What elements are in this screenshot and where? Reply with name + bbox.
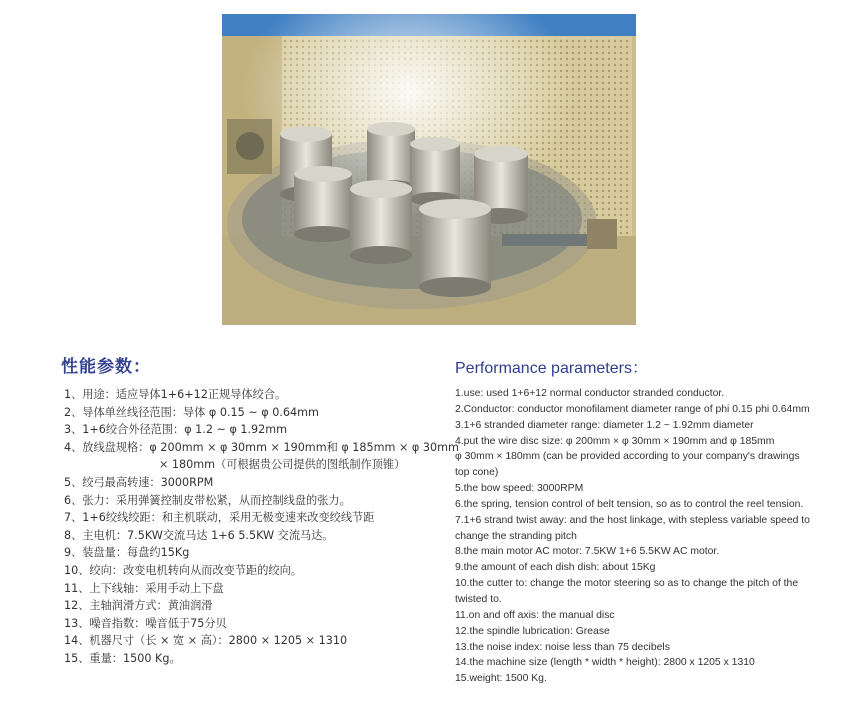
en-item: 14.the machine size (length * width * height): 2800 x 1205 x 1310 <box>455 657 755 669</box>
en-item: 6.the spring, tension control of belt tension, so as to control the reel tension. <box>455 498 804 510</box>
en-item: 9.the amount of each dish dish: about 15Kg <box>455 562 656 574</box>
en-item: 8.the main motor AC motor: 7.5KW 1+6 5.5KW AC motor. <box>455 546 720 558</box>
cn-item: 10、绞向：改变电机转向从而改变节距的绞向。 <box>64 563 302 577</box>
cn-item: 3、1+6绞合外径范围：φ 1.2 ~ φ 1.92mm <box>64 423 288 437</box>
cn-item: 9、装盘量：每盘约15Kg <box>64 546 190 560</box>
en-item: 2.Conductor: conductor monofilament diameter range of phi 0.15 phi 0.64mm <box>455 403 810 415</box>
en-parameter-list <box>455 386 827 687</box>
cn-item-continuation: × 180mm（可根据贵公司提供的图纸制作顶锥） <box>159 458 406 472</box>
en-item: 13.the noise index: noise less than 75 decibels <box>455 641 670 653</box>
en-item: 10.the cutter to: change the motor steering so as to change the pitch of the <box>455 578 799 590</box>
en-item: 15.weight: 1500 Kg. <box>455 673 547 685</box>
en-item: 12.the spindle lubrication: Grease <box>455 625 610 637</box>
cn-item: 11、上下线轴：采用手动上下盘 <box>64 581 224 595</box>
en-item: top cone) <box>455 467 499 479</box>
stranding-machine-illustration <box>222 14 636 325</box>
en-item: φ 30mm × 180mm (can be provided according to your company's drawings <box>455 451 800 463</box>
machine-photo <box>222 14 636 325</box>
cn-item: 13、噪音指数：噪音低于75分贝 <box>64 616 227 630</box>
en-item: 5.the bow speed: 3000RPM <box>455 483 584 495</box>
en-item: change the stranding pitch <box>455 530 577 542</box>
cn-parameter-list <box>64 386 459 668</box>
en-item: 11.on and off axis: the manual disc <box>455 609 615 621</box>
cn-item: 7、1+6绞线绞距：和主机联动，采用无极变速来改变绞线节距 <box>64 511 375 525</box>
en-item: twisted to. <box>455 593 502 605</box>
cn-item: 4、放线盘规格：φ 200mm × φ 30mm × 190mm和 φ 185mm × φ 30mm <box>64 440 459 454</box>
cn-item: 12、主轴润滑方式：黄油润滑 <box>64 599 213 613</box>
cn-item: 15、重量：1500 Kg。 <box>64 651 181 665</box>
cn-item: 8、主电机：7.5KW交流马达 1+6 5.5KW 交流马达。 <box>64 528 334 542</box>
cn-item: 6、张力：采用弹簧控制皮带松紧，从而控制线盘的张力。 <box>64 493 351 507</box>
en-item: 4.put the wire disc size: φ 200mm × φ 30mm × 190mm and φ 185mm <box>455 435 775 447</box>
en-heading: Performance parameters： <box>455 360 648 377</box>
cn-item <box>64 456 454 474</box>
cn-item: 14、机器尺寸（长 × 宽 × 高）：2800 × 1205 × 1310 <box>64 634 348 648</box>
en-item: 7.1+6 strand twist away: and the host linkage, with stepless variable speed to <box>455 514 810 526</box>
cn-heading: 性能参数： <box>61 357 151 377</box>
en-item: 3.1+6 stranded diameter range: diameter 1.2 ~ 1.92mm diameter <box>455 419 754 431</box>
cn-item: 1、用途：适应导体1+6+12正规导体绞合。 <box>64 388 287 401</box>
cn-item: 2、导体单丝线径范围：导体 φ 0.15 ~ φ 0.64mm <box>64 405 319 419</box>
en-item: 1.use: used 1+6+12 normal conductor stranded conductor. <box>455 388 725 399</box>
cn-item: 5、绞弓最高转速：3000RPM <box>64 475 214 489</box>
